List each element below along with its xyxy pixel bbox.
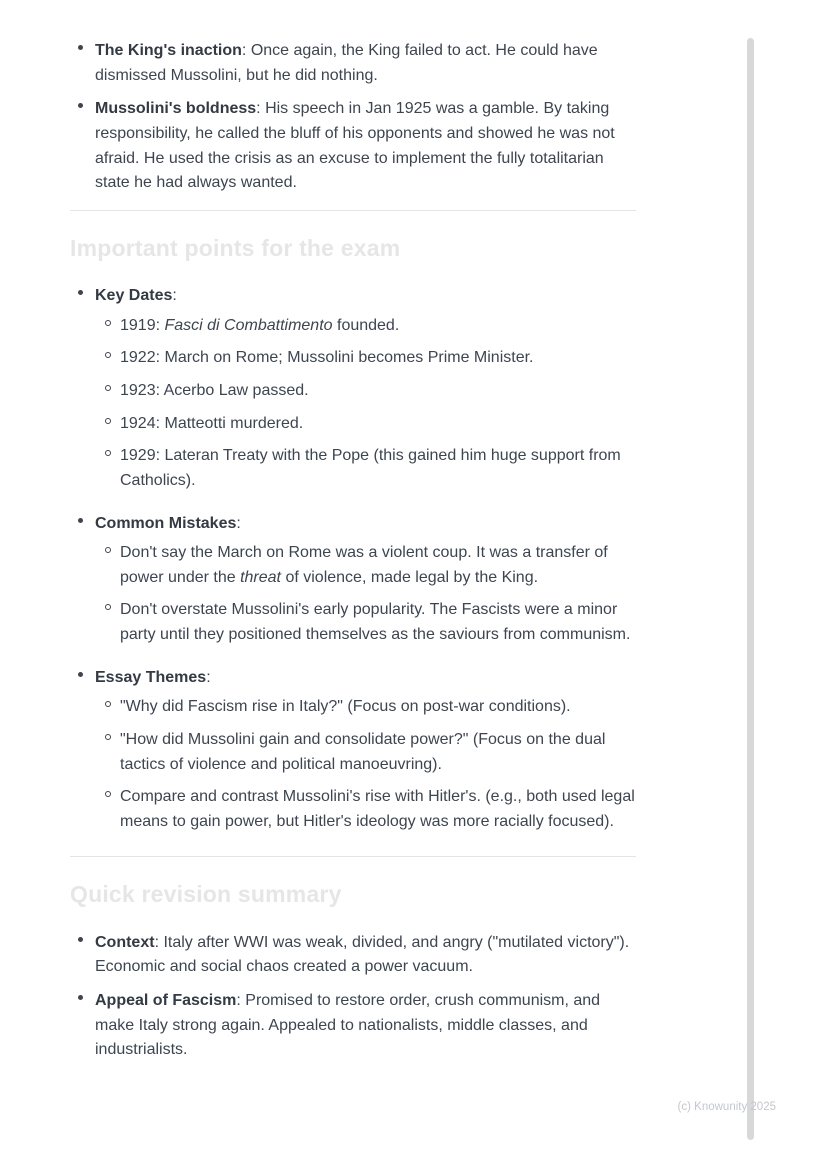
summary-section-heading: Quick revision summary bbox=[70, 881, 342, 908]
bullet-text bbox=[95, 512, 636, 656]
term-label: Appeal of Fascism bbox=[95, 992, 237, 1010]
italic-text: threat bbox=[240, 568, 281, 586]
body-text: : Once again, the King failed to act. He could have dismissed Mussolini, but he did nothing. bbox=[95, 42, 598, 84]
sub-bullet-text bbox=[120, 444, 636, 493]
body-text: Don't say the March on Rome was a violent coup. It was a transfer of power under the bbox=[120, 544, 608, 586]
sub-bullet-text bbox=[120, 314, 636, 339]
bullet-circle-icon bbox=[95, 695, 120, 720]
summary-bullet-list bbox=[70, 931, 636, 1063]
body-text: : His speech in Jan 1925 was a gamble. By taking responsibility, he called the bluff of his opponents and showed he was not afraid. He used the crisis as an excuse to implement the fully totalitarian state he had always wanted. bbox=[95, 100, 615, 192]
watermark: (c) Knowunity 2025 bbox=[677, 1101, 776, 1114]
bullet-circle-icon bbox=[95, 346, 120, 371]
exam-bullet-list bbox=[70, 284, 636, 842]
body-text: Compare and contrast Mussolini's rise with Hitler's. (e.g., both used legal means to gain power, but Hitler's ideology was more racially focused). bbox=[120, 788, 635, 830]
divider bbox=[70, 210, 636, 211]
sub-bullet-item bbox=[95, 444, 636, 493]
term-label: Mussolini's boldness bbox=[95, 100, 257, 118]
body-text: "How did Mussolini gain and consolidate power?" (Focus on the dual tactics of violence and political manoeuvring). bbox=[120, 730, 606, 773]
sub-bullet-list bbox=[95, 314, 636, 494]
group-term-line bbox=[95, 284, 636, 309]
body-text: of violence, made legal by the King. bbox=[281, 568, 539, 586]
bullet-disc-icon bbox=[70, 666, 95, 843]
sub-bullet-item bbox=[95, 379, 636, 404]
sub-bullet-item bbox=[95, 412, 636, 437]
sub-bullet-text bbox=[120, 598, 636, 647]
bullet-item bbox=[70, 97, 636, 196]
sub-bullet-item bbox=[95, 598, 636, 647]
term-label: The King's inaction bbox=[95, 42, 242, 59]
bullet-circle-icon bbox=[95, 541, 120, 590]
bullet-text bbox=[95, 284, 636, 501]
term-label: Context bbox=[95, 933, 155, 951]
exam-section-heading: Important points for the exam bbox=[70, 234, 401, 261]
bullet-circle-icon bbox=[95, 728, 120, 777]
sub-bullet-text bbox=[120, 541, 636, 590]
bullet-disc-icon bbox=[70, 284, 95, 501]
bullet-text bbox=[95, 39, 636, 88]
bullet-item bbox=[70, 989, 636, 1063]
sub-bullet-text bbox=[120, 346, 636, 371]
body-text: 1923: Acerbo Law passed. bbox=[120, 382, 309, 400]
sub-bullet-item bbox=[95, 346, 636, 371]
group-term-line bbox=[95, 512, 636, 537]
sub-bullet-item bbox=[95, 541, 636, 590]
sub-bullet-text bbox=[120, 728, 636, 777]
bullet-circle-icon bbox=[95, 444, 120, 493]
body-text: : bbox=[236, 514, 241, 532]
notes-content bbox=[70, 39, 636, 1072]
body-text: "Why did Fascism rise in Italy?" (Focus on post-war conditions). bbox=[120, 698, 571, 716]
body-text: : Italy after WWI was weak, divided, and angry ("mutilated victory"). Economic and social chaos created a power vacuum. bbox=[95, 933, 630, 976]
vertical-scrollbar[interactable] bbox=[747, 38, 754, 1140]
sub-bullet-item bbox=[95, 785, 636, 834]
divider bbox=[70, 856, 636, 857]
bullet-disc-icon bbox=[70, 39, 95, 88]
bullet-text bbox=[95, 931, 636, 980]
term-label: Common Mistakes bbox=[95, 514, 237, 532]
bullet-item bbox=[70, 512, 636, 656]
body-text: 1919: bbox=[120, 316, 165, 334]
body-text: : bbox=[172, 287, 177, 305]
bullet-circle-icon bbox=[95, 598, 120, 647]
bullet-disc-icon bbox=[70, 931, 95, 980]
bullet-circle-icon bbox=[95, 379, 120, 404]
sub-bullet-item bbox=[95, 314, 636, 339]
bullet-disc-icon bbox=[70, 97, 95, 196]
group-term-line bbox=[95, 666, 636, 691]
italic-text: Fasci di Combattimento bbox=[164, 316, 333, 334]
sub-bullet-list bbox=[95, 541, 636, 648]
body-text: : bbox=[206, 668, 211, 686]
sub-bullet-text bbox=[120, 379, 636, 404]
body-text: : Promised to restore order, crush communism, and make Italy strong again. Appealed to nationalists, middle classes, and industrialists. bbox=[95, 992, 601, 1059]
bullet-circle-icon bbox=[95, 412, 120, 437]
intro-bullet-list bbox=[70, 39, 636, 196]
body-text: 1929: Lateran Treaty with the Pope (this gained him huge support from Catholics). bbox=[120, 447, 621, 489]
sub-bullet-text bbox=[120, 412, 636, 437]
sub-bullet-text bbox=[120, 695, 636, 720]
bullet-circle-icon bbox=[95, 785, 120, 834]
term-label: Key Dates bbox=[95, 287, 173, 305]
body-text: Don't overstate Mussolini's early popularity. The Fascists were a minor party until they positioned themselves as the saviours from communism. bbox=[120, 601, 631, 644]
bullet-text bbox=[95, 989, 636, 1063]
sub-bullet-text bbox=[120, 785, 636, 834]
sub-bullet-list bbox=[95, 695, 636, 834]
term-label: Essay Themes bbox=[95, 668, 207, 686]
bullet-circle-icon bbox=[95, 314, 120, 339]
bullet-item bbox=[70, 666, 636, 843]
bullet-text bbox=[95, 97, 636, 196]
body-text: founded. bbox=[332, 316, 400, 334]
bullet-item bbox=[70, 284, 636, 501]
body-text: 1922: March on Rome; Mussolini becomes Prime Minister. bbox=[120, 349, 534, 367]
bullet-text bbox=[95, 666, 636, 843]
bullet-item bbox=[70, 39, 636, 88]
bullet-item bbox=[70, 931, 636, 980]
body-text: 1924: Matteotti murdered. bbox=[120, 414, 304, 432]
sub-bullet-item bbox=[95, 728, 636, 777]
sub-bullet-item bbox=[95, 695, 636, 720]
bullet-disc-icon bbox=[70, 989, 95, 1063]
bullet-disc-icon bbox=[70, 512, 95, 656]
